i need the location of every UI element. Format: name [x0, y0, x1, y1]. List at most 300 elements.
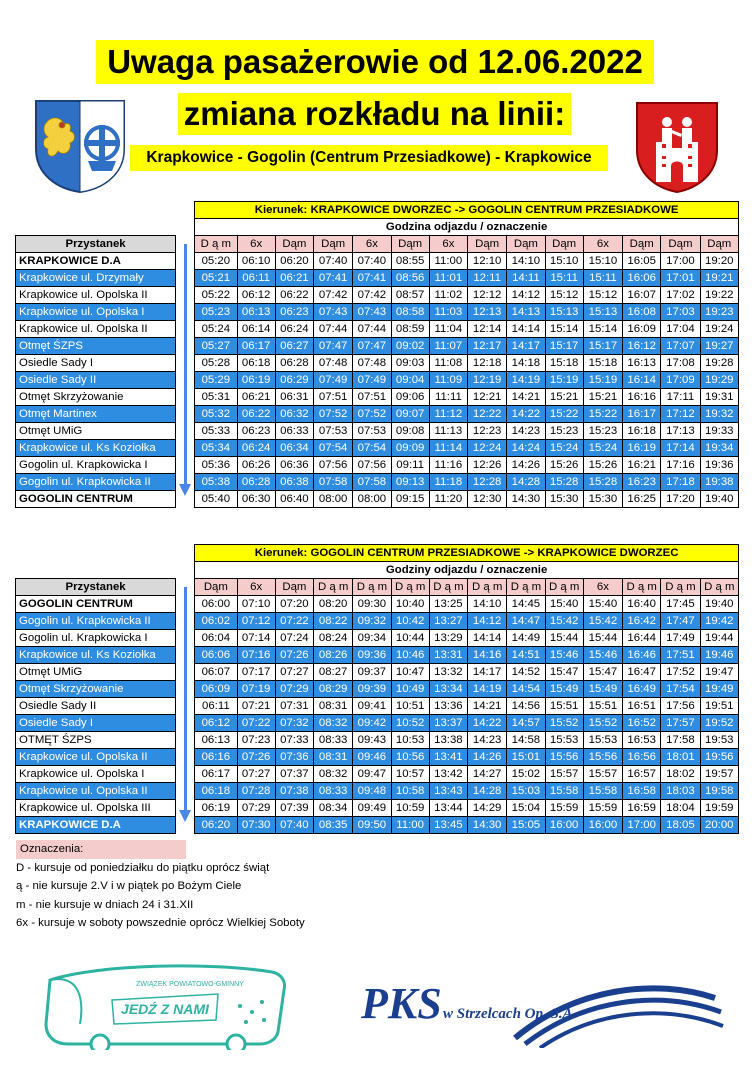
- table-row: [16, 783, 739, 800]
- service-mark-header: Dąm: [195, 579, 237, 596]
- departure-time: 19:46: [700, 647, 738, 664]
- departure-time: 13:34: [429, 681, 467, 698]
- legend-item: D - kursuje od poniedziałku do piątku oprócz świąt: [16, 861, 270, 874]
- stop-name: Gogolin ul. Krapkowicka I: [16, 630, 176, 647]
- departure-time: 08:26: [314, 647, 353, 664]
- departure-time: 19:58: [700, 783, 738, 800]
- departure-time: 19:49: [700, 681, 738, 698]
- departure-time: 15:51: [545, 698, 583, 715]
- departure-time: 14:22: [468, 715, 507, 732]
- departure-time: 17:04: [661, 321, 700, 338]
- departure-time: 14:47: [507, 613, 545, 630]
- departure-time: 09:37: [353, 664, 391, 681]
- departure-time: 17:11: [661, 389, 700, 406]
- departure-time: 07:31: [275, 698, 313, 715]
- departure-time: 07:56: [353, 457, 391, 474]
- departure-time: 08:56: [391, 270, 429, 287]
- stop-name: Krapkowice ul. Ks Koziołka: [16, 440, 176, 457]
- table-row: [16, 596, 739, 613]
- departure-time: 07:30: [237, 817, 275, 834]
- table-row: [16, 338, 739, 355]
- departure-time: 17:56: [661, 698, 700, 715]
- departure-time: 06:40: [275, 491, 313, 508]
- departure-time: 10:40: [391, 596, 429, 613]
- departure-time: 10:53: [391, 732, 429, 749]
- departure-time: 19:21: [700, 270, 738, 287]
- departure-time: 07:20: [275, 596, 313, 613]
- departure-time: 06:26: [237, 457, 275, 474]
- departure-time: 19:27: [700, 338, 738, 355]
- service-mark-header: D ą m: [545, 579, 583, 596]
- departure-time: 07:36: [275, 749, 313, 766]
- departure-time: 13:44: [429, 800, 467, 817]
- table-row: [16, 423, 739, 440]
- stop-name: Krapkowice ul. Opolska II: [16, 321, 176, 338]
- departure-time: 09:11: [391, 457, 429, 474]
- departure-time: 15:18: [545, 355, 583, 372]
- departure-time: 07:23: [237, 732, 275, 749]
- stop-name: Krapkowice ul. Opolska I: [16, 766, 176, 783]
- departure-time: 07:58: [314, 474, 353, 491]
- stop-name: KRAPKOWICE D.A: [16, 817, 176, 834]
- departure-time: 09:07: [391, 406, 429, 423]
- legend-item: m - nie kursuje w dniach 24 i 31.XII: [16, 898, 194, 911]
- departure-time: 07:54: [314, 440, 353, 457]
- departure-time: 06:18: [195, 783, 237, 800]
- departure-time: 06:23: [275, 304, 313, 321]
- departure-time: 05:21: [195, 270, 237, 287]
- timetable-krapkowice-gogolin: [15, 201, 739, 508]
- departure-time: 18:01: [661, 749, 700, 766]
- departure-time: 19:51: [700, 698, 738, 715]
- departure-time: 15:21: [583, 389, 622, 406]
- departure-time: 05:36: [195, 457, 237, 474]
- departure-time: 14:17: [468, 664, 507, 681]
- departure-time: 07:40: [314, 253, 353, 270]
- departure-time: 15:12: [583, 287, 622, 304]
- departure-time: 14:27: [468, 766, 507, 783]
- departure-time: 19:59: [700, 800, 738, 817]
- departure-time: 16:46: [623, 647, 661, 664]
- stop-name: Gogolin ul. Krapkowicka I: [16, 457, 176, 474]
- departure-time: 15:23: [545, 423, 583, 440]
- departure-time: 07:17: [237, 664, 275, 681]
- departure-time: 15:03: [507, 783, 545, 800]
- departure-time: 09:48: [353, 783, 391, 800]
- departure-time: 15:11: [545, 270, 583, 287]
- departure-time: 17:07: [661, 338, 700, 355]
- departure-time: 10:47: [391, 664, 429, 681]
- departure-time: 15:22: [545, 406, 583, 423]
- departure-time: 08:59: [391, 321, 429, 338]
- departure-time: 11:00: [429, 253, 467, 270]
- departure-time: 14:24: [507, 440, 545, 457]
- departure-time: 14:11: [507, 270, 545, 287]
- departure-time: 06:07: [195, 664, 237, 681]
- departure-time: 09:06: [391, 389, 429, 406]
- departure-time: 15:14: [545, 321, 583, 338]
- stop-name: Otmęt ŚZPS: [16, 338, 176, 355]
- departure-time: 06:30: [237, 491, 275, 508]
- service-mark-header: Dąm: [623, 236, 661, 253]
- stop-name: Otmęt Martinex: [16, 406, 176, 423]
- stop-column-header: Przystanek: [16, 579, 176, 596]
- departure-time: 06:29: [275, 372, 313, 389]
- departure-time: 14:26: [507, 457, 545, 474]
- departure-time: 06:22: [275, 287, 313, 304]
- departure-time: 15:11: [583, 270, 622, 287]
- service-mark-header: 6x: [583, 236, 622, 253]
- departure-time: 15:42: [545, 613, 583, 630]
- departure-time: 11:14: [429, 440, 467, 457]
- table-row: [16, 474, 739, 491]
- departure-time: 16:07: [623, 287, 661, 304]
- stop-name: Krapkowice ul. Opolska III: [16, 800, 176, 817]
- departure-time: 15:28: [545, 474, 583, 491]
- service-mark-header: 6x: [353, 236, 391, 253]
- departure-time: 12:17: [468, 338, 507, 355]
- stop-name: Otmęt UMiG: [16, 664, 176, 681]
- table-row: [16, 817, 739, 834]
- departure-time: 06:27: [275, 338, 313, 355]
- departure-time: 15:30: [545, 491, 583, 508]
- departure-time: 07:58: [353, 474, 391, 491]
- departure-time: 09:41: [353, 698, 391, 715]
- departure-time: 09:09: [391, 440, 429, 457]
- departure-time: 19:44: [700, 630, 738, 647]
- departure-time: 19:31: [700, 389, 738, 406]
- departure-time: 14:58: [507, 732, 545, 749]
- legend-title: Oznaczenia:: [16, 840, 186, 859]
- service-mark-header: Dąm: [545, 236, 583, 253]
- stop-name: Osiedle Sady II: [16, 372, 176, 389]
- stop-name: Gogolin ul. Krapkowicka II: [16, 474, 176, 491]
- table-row: [16, 613, 739, 630]
- departure-time: 11:01: [429, 270, 467, 287]
- departure-time: 15:13: [583, 304, 622, 321]
- departure-time: 07:10: [237, 596, 275, 613]
- departure-time: 06:06: [195, 647, 237, 664]
- table-row: [16, 766, 739, 783]
- departure-time: 14:51: [507, 647, 545, 664]
- departure-time: 06:00: [195, 596, 237, 613]
- departure-time: 09:49: [353, 800, 391, 817]
- departure-time: 09:13: [391, 474, 429, 491]
- departure-time: 12:24: [468, 440, 507, 457]
- table-row: [16, 270, 739, 287]
- table-row: [16, 749, 739, 766]
- departure-time: 15:53: [545, 732, 583, 749]
- service-mark-header: Dąm: [314, 236, 353, 253]
- departure-time: 19:53: [700, 732, 738, 749]
- departure-time: 16:19: [623, 440, 661, 457]
- departure-time: 13:37: [429, 715, 467, 732]
- departure-time: 19:42: [700, 613, 738, 630]
- departure-time: 16:42: [623, 613, 661, 630]
- departure-time: 13:38: [429, 732, 467, 749]
- departure-time: 09:30: [353, 596, 391, 613]
- departure-time: 08:00: [314, 491, 353, 508]
- pks-subtitle: w Strzelcach Op. S.A.: [443, 1006, 577, 1022]
- departure-time: 16:18: [623, 423, 661, 440]
- departure-time: 08:29: [314, 681, 353, 698]
- departure-time: 14:14: [507, 321, 545, 338]
- departure-time: 07:26: [237, 749, 275, 766]
- departure-time: 15:26: [583, 457, 622, 474]
- departure-time: 15:13: [545, 304, 583, 321]
- stop-name: Otmęt Skrzyżowanie: [16, 389, 176, 406]
- departure-time: 06:20: [275, 253, 313, 270]
- departure-time: 14:56: [507, 698, 545, 715]
- table-row: [16, 355, 739, 372]
- table-row: [16, 372, 739, 389]
- departure-time: 09:34: [353, 630, 391, 647]
- departure-time: 08:32: [314, 766, 353, 783]
- departure-time: 07:41: [353, 270, 391, 287]
- departure-time: 15:24: [545, 440, 583, 457]
- departure-time: 15:01: [507, 749, 545, 766]
- departure-time: 14:45: [507, 596, 545, 613]
- stop-column-header: Przystanek: [16, 236, 176, 253]
- pks-mark: PKS: [361, 979, 442, 1028]
- departure-time: 11:16: [429, 457, 467, 474]
- departure-time: 13:29: [429, 630, 467, 647]
- legend: [16, 840, 305, 933]
- departure-time: 15:56: [583, 749, 622, 766]
- departure-time: 07:42: [314, 287, 353, 304]
- departure-time: 05:22: [195, 287, 237, 304]
- departure-time: 08:31: [314, 749, 353, 766]
- departure-time: 07:12: [237, 613, 275, 630]
- departure-time: 14:13: [507, 304, 545, 321]
- departure-time: 07:47: [353, 338, 391, 355]
- departure-time: 07:37: [275, 766, 313, 783]
- departure-time: 07:42: [353, 287, 391, 304]
- departure-time: 12:28: [468, 474, 507, 491]
- service-mark-header: Dąm: [507, 236, 545, 253]
- departure-time: 11:20: [429, 491, 467, 508]
- departure-time: 15:23: [583, 423, 622, 440]
- departure-time: 14:16: [468, 647, 507, 664]
- departure-time: 17:57: [661, 715, 700, 732]
- service-mark-header: D ą m: [507, 579, 545, 596]
- departure-time: 08:34: [314, 800, 353, 817]
- departure-time: 17:54: [661, 681, 700, 698]
- departure-time: 06:21: [237, 389, 275, 406]
- departure-time: 07:40: [353, 253, 391, 270]
- departure-time: 15:57: [583, 766, 622, 783]
- legend-item: ą - nie kursuje 2.V i w piątek po Bożym Ciele: [16, 880, 242, 892]
- departure-time: 12:19: [468, 372, 507, 389]
- departure-time: 06:09: [195, 681, 237, 698]
- departure-time: 07:54: [353, 440, 391, 457]
- departure-time: 14:10: [507, 253, 545, 270]
- table-row: [16, 253, 739, 270]
- departure-time: 15:12: [545, 287, 583, 304]
- departure-time: 06:20: [195, 817, 237, 834]
- departure-time: 15:17: [583, 338, 622, 355]
- departure-time: 12:22: [468, 406, 507, 423]
- service-mark-header: D ą m: [468, 579, 507, 596]
- departure-time: 15:56: [545, 749, 583, 766]
- service-mark-header: Dąm: [700, 236, 738, 253]
- stop-name: Osiedle Sady I: [16, 355, 176, 372]
- departure-time: 12:26: [468, 457, 507, 474]
- departure-time: 07:51: [353, 389, 391, 406]
- departure-time: 15:18: [583, 355, 622, 372]
- departure-time: 14:49: [507, 630, 545, 647]
- departure-time: 07:22: [237, 715, 275, 732]
- departure-time: 17:00: [623, 817, 661, 834]
- departure-time: 06:12: [237, 287, 275, 304]
- departure-time: 10:51: [391, 698, 429, 715]
- departure-time: 14:57: [507, 715, 545, 732]
- departure-time: 09:04: [391, 372, 429, 389]
- departure-time: 14:21: [468, 698, 507, 715]
- departure-time: 12:14: [468, 321, 507, 338]
- departure-time: 17:47: [661, 613, 700, 630]
- departure-time: 07:14: [237, 630, 275, 647]
- departure-time: 16:17: [623, 406, 661, 423]
- departure-time: 12:11: [468, 270, 507, 287]
- departure-time: 16:13: [623, 355, 661, 372]
- service-mark-header: Dąm: [391, 236, 429, 253]
- departure-time: 17:58: [661, 732, 700, 749]
- departure-time: 14:19: [468, 681, 507, 698]
- departure-time: 17:45: [661, 596, 700, 613]
- departure-time: 06:32: [275, 406, 313, 423]
- departure-time: 08:20: [314, 596, 353, 613]
- association-arc-text: ZWIĄZEK POWIATOWO-GMINNY: [136, 981, 244, 988]
- departure-time: 16:58: [623, 783, 661, 800]
- departure-time: 13:43: [429, 783, 467, 800]
- departure-time: 10:44: [391, 630, 429, 647]
- stop-name: OTMĘT ŚZPS: [16, 732, 176, 749]
- departure-time: 16:52: [623, 715, 661, 732]
- table-row: [16, 681, 739, 698]
- departure-time: 17:18: [661, 474, 700, 491]
- departure-time: 10:59: [391, 800, 429, 817]
- departure-time: 14:12: [468, 613, 507, 630]
- departure-time: 17:02: [661, 287, 700, 304]
- departure-time: 10:42: [391, 613, 429, 630]
- departure-time: 07:43: [353, 304, 391, 321]
- departure-time: 09:03: [391, 355, 429, 372]
- departure-time: 10:46: [391, 647, 429, 664]
- stop-name: Krapkowice ul. Opolska II: [16, 749, 176, 766]
- departure-time: 09:46: [353, 749, 391, 766]
- stop-name: Krapkowice ul. Drzymały: [16, 270, 176, 287]
- table-row: [16, 304, 739, 321]
- departure-time: 07:27: [275, 664, 313, 681]
- departure-time: 19:34: [700, 440, 738, 457]
- departure-time: 13:27: [429, 613, 467, 630]
- departure-time: 15:22: [583, 406, 622, 423]
- service-mark-header: Dąm: [275, 236, 313, 253]
- departure-time: 15:21: [545, 389, 583, 406]
- departure-time: 08:22: [314, 613, 353, 630]
- notice-title: Uwaga pasażerowie od 12.06.2022: [96, 40, 654, 84]
- service-mark-header: Dąm: [661, 236, 700, 253]
- table-row: [16, 715, 739, 732]
- departure-time: 15:51: [583, 698, 622, 715]
- departure-time: 16:44: [623, 630, 661, 647]
- departure-time: 16:40: [623, 596, 661, 613]
- departure-time: 07:29: [237, 800, 275, 817]
- departure-time: 14:30: [468, 817, 507, 834]
- departure-time: 06:24: [237, 440, 275, 457]
- departure-time: 06:19: [195, 800, 237, 817]
- departure-time: 07:19: [237, 681, 275, 698]
- departure-time: 07:22: [275, 613, 313, 630]
- departure-time: 05:34: [195, 440, 237, 457]
- departure-time: 05:27: [195, 338, 237, 355]
- departure-time: 15:52: [583, 715, 622, 732]
- service-mark-header: Dąm: [468, 236, 507, 253]
- departure-time: 18:02: [661, 766, 700, 783]
- departure-time: 05:38: [195, 474, 237, 491]
- departure-time: 17:08: [661, 355, 700, 372]
- departure-time: 15:44: [583, 630, 622, 647]
- departure-time: 15:19: [545, 372, 583, 389]
- departure-time: 16:09: [623, 321, 661, 338]
- departure-time: 19:38: [700, 474, 738, 491]
- table-row: [16, 491, 739, 508]
- departure-time: 15:44: [545, 630, 583, 647]
- departure-subheader: Godzina odjazdu / oznaczenie: [195, 219, 739, 236]
- departure-time: 07:27: [237, 766, 275, 783]
- departure-time: 14:52: [507, 664, 545, 681]
- departure-time: 15:59: [545, 800, 583, 817]
- stop-name: Otmęt UMiG: [16, 423, 176, 440]
- departure-time: 07:33: [275, 732, 313, 749]
- departure-time: 15:57: [545, 766, 583, 783]
- legend-item: 6x - kursuje w soboty powszednie oprócz Wielkiej Soboty: [16, 917, 305, 929]
- departure-time: 06:04: [195, 630, 237, 647]
- stop-name: Krapkowice ul. Opolska II: [16, 287, 176, 304]
- departure-time: 06:10: [237, 253, 275, 270]
- departure-time: 08:55: [391, 253, 429, 270]
- departure-time: 12:23: [468, 423, 507, 440]
- departure-time: 17:20: [661, 491, 700, 508]
- table-row: [16, 321, 739, 338]
- stop-name: Osiedle Sady I: [16, 715, 176, 732]
- timetable-gogolin-krapkowice: [15, 544, 739, 834]
- departure-time: 07:41: [314, 270, 353, 287]
- departure-time: 13:41: [429, 749, 467, 766]
- departure-time: 07:43: [314, 304, 353, 321]
- departure-time: 08:33: [314, 783, 353, 800]
- departure-time: 16:25: [623, 491, 661, 508]
- departure-time: 06:34: [275, 440, 313, 457]
- departure-time: 07:28: [237, 783, 275, 800]
- table-row: [16, 389, 739, 406]
- departure-time: 13:36: [429, 698, 467, 715]
- service-mark-header: 6x: [237, 236, 275, 253]
- departure-time: 15:58: [583, 783, 622, 800]
- departure-time: 15:47: [583, 664, 622, 681]
- departure-time: 16:00: [545, 817, 583, 834]
- departure-time: 15:52: [545, 715, 583, 732]
- table-row: [16, 457, 739, 474]
- departure-time: 14:14: [468, 630, 507, 647]
- departure-time: 06:02: [195, 613, 237, 630]
- departure-time: 05:31: [195, 389, 237, 406]
- departure-time: 15:02: [507, 766, 545, 783]
- table-row: [16, 698, 739, 715]
- stop-name: GOGOLIN CENTRUM: [16, 491, 176, 508]
- departure-time: 06:33: [275, 423, 313, 440]
